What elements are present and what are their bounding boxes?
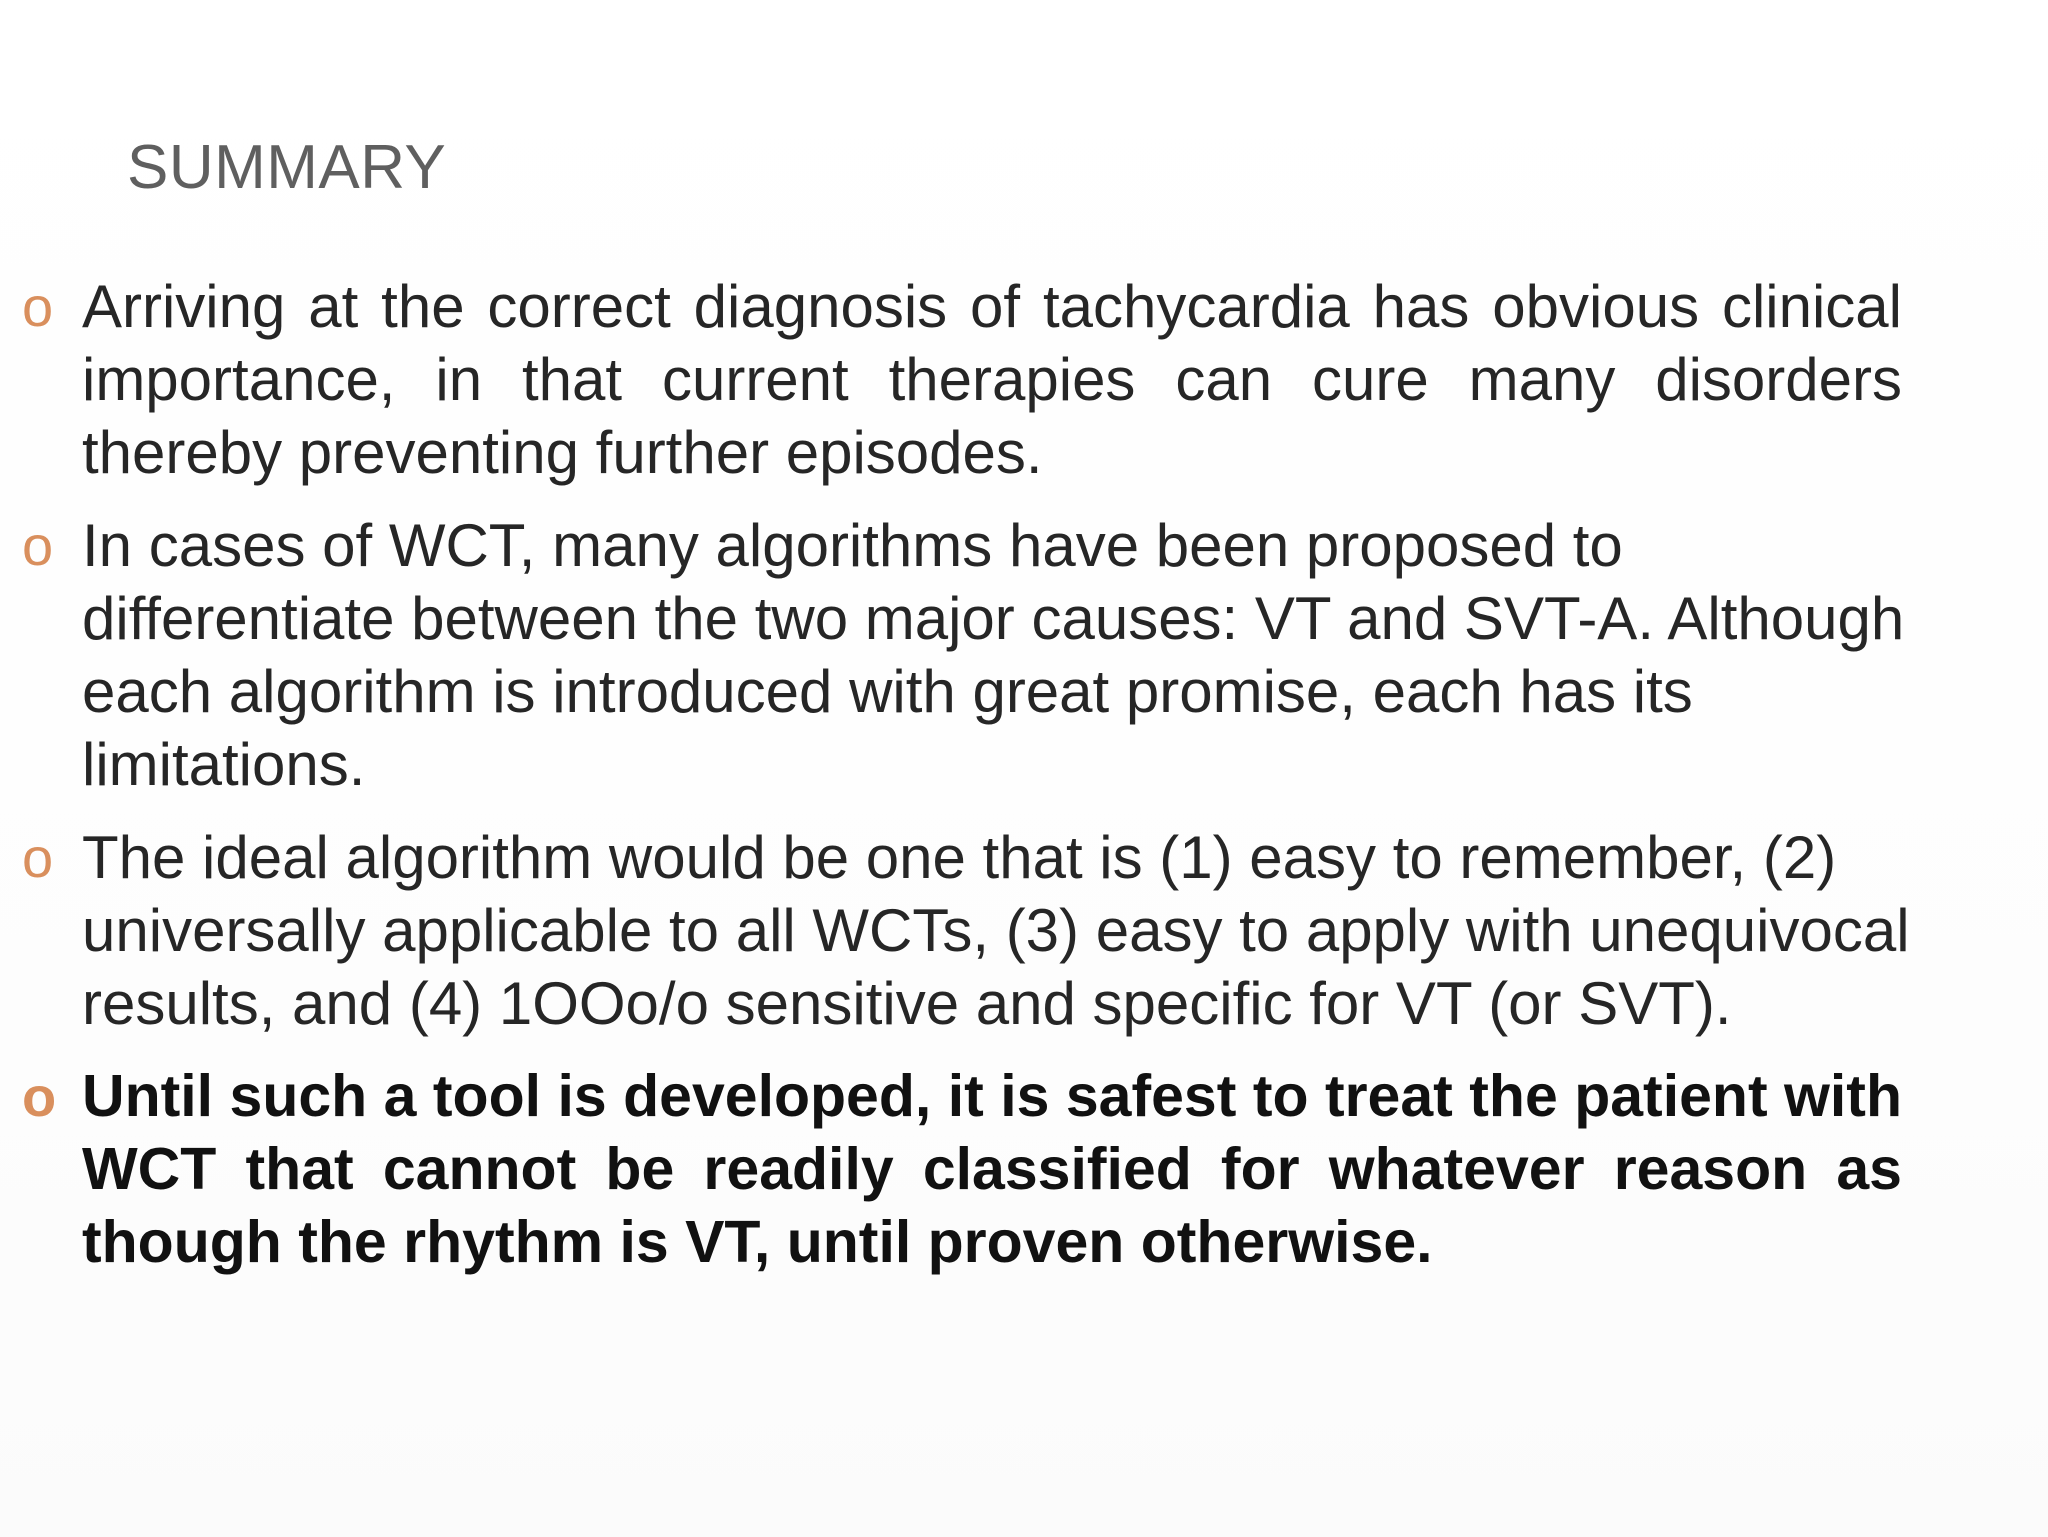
bullet-marker-icon: o <box>22 826 54 889</box>
bullet-item-emphasis <box>22 1060 1972 1279</box>
bullet-text: Arriving at the correct diagnosis of tachycardia has obvious clinical importance, in that current therapies can cure many disorders thereby preventing further episodes. <box>82 273 1902 486</box>
bullet-list <box>22 270 1972 1299</box>
bullet-item <box>22 509 1972 801</box>
bullet-text: Until such a tool is developed, it is safest to treat the patient with WCT that cannot be readily classified for whatever reason as though the rhythm is VT, until proven otherwise. <box>82 1063 1902 1275</box>
bullet-text: In cases of WCT, many algorithms have been proposed to differentiate between the two major causes: VT and SVT-A. Although each algorithm is introduced with great promise, each has its limitations. <box>82 512 1905 798</box>
slide-title: SUMMARY <box>127 133 447 202</box>
bullet-item <box>22 270 1972 489</box>
bullet-item <box>22 821 1972 1040</box>
bullet-marker-icon: o <box>22 514 54 577</box>
bullet-text: The ideal algorithm would be one that is (1) easy to remember, (2) universally applicable to all WCTs, (3) easy to apply with unequivocal results, and (4) 1OOo/o sensitive and specific for VT (or SVT). <box>82 824 1910 1037</box>
bullet-marker-icon: o <box>22 275 54 338</box>
bullet-marker-icon: o <box>22 1065 57 1128</box>
